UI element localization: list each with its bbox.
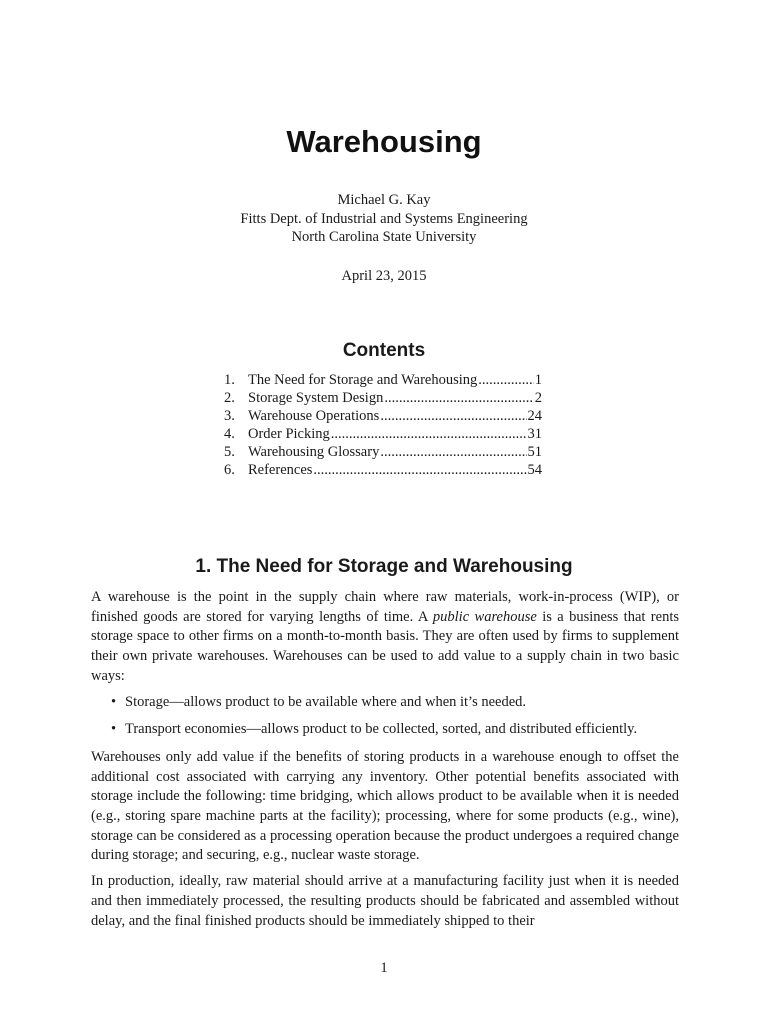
toc-page: 31 — [527, 426, 542, 442]
list-item — [91, 720, 679, 740]
document-date: April 23, 2015 — [341, 268, 427, 284]
toc-leader — [380, 443, 526, 461]
paragraph-production: In production, ideally, raw material should arrive at a manufacturing facility just when it is needed and then immediately processed, the resulting products should be fabricated and assembled without delay, and the final finished products should be immediately shipped to their — [91, 873, 679, 929]
toc-number: 4. — [224, 426, 235, 442]
toc-leader — [313, 461, 526, 479]
toc-number: 5. — [224, 444, 235, 460]
toc-page: 1 — [534, 372, 542, 388]
toc-entry[interactable] — [224, 443, 542, 461]
toc-leader — [384, 389, 533, 407]
term-public-warehouse: public warehouse — [432, 608, 537, 625]
toc-entry[interactable] — [224, 425, 542, 443]
bullet-icon: • — [111, 693, 117, 710]
toc-number: 6. — [224, 462, 235, 478]
toc-page: 24 — [527, 408, 542, 424]
contents-heading: Contents — [342, 340, 426, 361]
bullet-icon: • — [111, 721, 117, 738]
toc-label: References — [248, 462, 313, 478]
toc-page: 54 — [527, 462, 542, 478]
toc-number: 3. — [224, 408, 235, 424]
paragraph-intro — [91, 588, 679, 687]
section-body — [91, 588, 679, 937]
toc-label: The Need for Storage and Warehousing — [248, 372, 478, 388]
toc-entry[interactable] — [224, 389, 542, 407]
toc-label: Warehouse Operations — [248, 408, 380, 424]
page-number: 1 — [380, 960, 388, 976]
toc-number: 2. — [224, 390, 235, 406]
document-title: Warehousing — [286, 124, 482, 159]
list-item-text: Transport economies—allows product to be collected, sorted, and distributed efficiently. — [125, 721, 638, 738]
table-of-contents — [224, 371, 542, 479]
toc-entry[interactable] — [224, 371, 542, 389]
list-item-text: Storage—allows product to be available where and when it’s needed. — [125, 693, 527, 710]
paragraph-text: is a business that rents storage space to other firms on a month-to-month basis. They are often used by firms to supplement their own private warehouses. Warehouses can be used to add value to a supply chain in two basic ways: — [91, 608, 679, 684]
author-block — [0, 191, 768, 247]
toc-label: Warehousing Glossary — [248, 444, 380, 460]
paragraph-text: A warehouse is the point in the supply chain where raw materials, work-in-process (WIP), or finished goods are stored for varying lengths of time. A — [91, 589, 679, 625]
author-university: North Carolina State University — [291, 229, 477, 245]
list-item — [91, 693, 679, 713]
toc-leader — [331, 425, 527, 443]
toc-page: 51 — [527, 444, 542, 460]
toc-leader — [380, 407, 526, 425]
toc-entry[interactable] — [224, 461, 542, 479]
section-heading: 1. The Need for Storage and Warehousing — [195, 556, 573, 577]
toc-number: 1. — [224, 372, 235, 388]
toc-leader — [478, 371, 533, 389]
toc-entry[interactable] — [224, 407, 542, 425]
author-name: Michael G. Kay — [337, 192, 431, 208]
author-department: Fitts Dept. of Industrial and Systems Engineering — [240, 210, 528, 227]
toc-label: Order Picking — [248, 426, 330, 442]
bullet-list — [91, 693, 679, 740]
toc-label: Storage System Design — [248, 390, 384, 406]
toc-page: 2 — [534, 390, 542, 406]
paragraph-benefits: Warehouses only add value if the benefits of storing products in a warehouse enough to offset the additional cost associated with carrying any inventory. Other potential benefits associated with storage include the following: time bridging, which allows product to be available when it is needed (e.g., storing spare machine parts at the facility); processing, where for some products (e.g., wine), storage can be considered as a processing operation because the product undergoes a required change during storage; and securing, e.g., nuclear waste storage. — [91, 748, 679, 864]
